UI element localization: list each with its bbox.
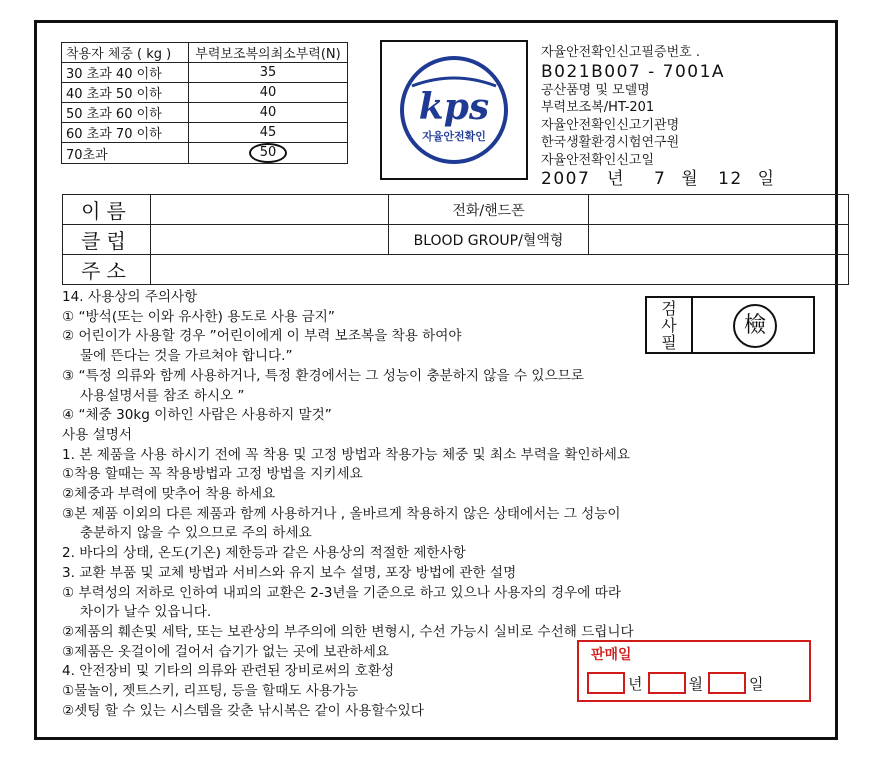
instruction-line: 2. 바다의 상태, 온도(기온) 제한등과 같은 사용상의 적절한 제한사항 bbox=[62, 545, 466, 562]
instruction-line: 차이가 날수 있읍니다. bbox=[80, 604, 212, 621]
report-day-unit: 일 bbox=[757, 169, 776, 189]
instruction-line: ③ “특정 의류와 함께 사용하거나, 특정 환경에서는 그 성능이 충분하지 않을 수 있으므로 bbox=[62, 367, 584, 384]
weight-range: 60 초과 70 이하 bbox=[62, 123, 189, 143]
instruction-line: 물에 뜬다는 것을 가르쳐야 합니다.” bbox=[80, 348, 293, 365]
club-label: 클럽 bbox=[63, 225, 151, 255]
instruction-line: ① “방석(또는 이와 유사한) 용도로 사용 금지” bbox=[62, 308, 335, 325]
owner-info-table bbox=[62, 194, 849, 285]
blood-group-field[interactable] bbox=[589, 225, 849, 255]
weight-range: 50 초과 60 이하 bbox=[62, 103, 189, 123]
instruction-line: ②셋팅 할 수 있는 시스템을 갖춘 낚시복은 같이 사용할수있다 bbox=[62, 702, 424, 719]
report-year: 2007 bbox=[541, 169, 591, 189]
address-label: 주소 bbox=[63, 255, 151, 285]
kps-logo-caption: 자율안전확인 bbox=[422, 130, 486, 143]
sale-year-unit: 년 bbox=[628, 674, 643, 693]
instruction-line: 14. 사용상의 주의사항 bbox=[62, 289, 198, 305]
table-row bbox=[62, 123, 348, 143]
weight-column-header: 착용자 체중 ( kg ) bbox=[62, 43, 189, 63]
instruction-line: ③제품은 옷걸이에 걸어서 습기가 없는 곳에 보관하세요 bbox=[62, 643, 390, 660]
report-date-label: 자율안전확인신고일 bbox=[541, 152, 655, 168]
sale-month-unit: 월 bbox=[688, 674, 703, 693]
min-buoyancy-circled bbox=[189, 143, 348, 164]
min-buoyancy: 40 bbox=[189, 103, 348, 123]
table-row bbox=[62, 83, 348, 103]
min-buoyancy: 35 bbox=[189, 63, 348, 83]
table-row bbox=[63, 225, 849, 255]
phone-label: 전화/핸드폰 bbox=[389, 195, 589, 225]
weight-range: 70초과 bbox=[62, 143, 189, 164]
table-header-row bbox=[62, 43, 348, 63]
instruction-line: 충분하지 않을 수 있으므로 주의 하세요 bbox=[80, 525, 312, 542]
agency-label: 자율안전확인신고기관명 bbox=[541, 117, 680, 133]
instruction-line: ② 어린이가 사용할 경우 ”어린이에게 이 부력 보조복을 착용 하여야 bbox=[62, 328, 462, 345]
instruction-line: ②체중과 부력에 맞추어 착용 하세요 bbox=[62, 486, 276, 503]
sale-year-box[interactable] bbox=[587, 672, 625, 694]
kps-logo bbox=[380, 40, 528, 180]
report-date bbox=[541, 169, 776, 189]
sale-day-box[interactable] bbox=[708, 672, 746, 694]
model-label: 공산품명 및 모델명 bbox=[541, 82, 650, 98]
sale-day-unit: 일 bbox=[749, 674, 764, 693]
model-value: 부력보조복/HT-201 bbox=[541, 100, 655, 115]
instruction-line: 4. 안전장비 및 기타의 의류와 관련된 장비로써의 호환성 bbox=[62, 663, 395, 680]
weight-buoyancy-table bbox=[61, 42, 348, 164]
inspection-char: 검 bbox=[661, 299, 677, 318]
table-row bbox=[62, 63, 348, 83]
sale-date-title: 판매일 bbox=[591, 647, 632, 663]
instruction-line: 사용 설명서 bbox=[62, 426, 132, 443]
instruction-line: 사용설명서를 참조 하시오 ” bbox=[80, 387, 245, 404]
sale-date-stamp bbox=[577, 640, 811, 702]
table-row bbox=[62, 143, 348, 164]
weight-range: 40 초과 50 이하 bbox=[62, 83, 189, 103]
report-day: 12 bbox=[718, 169, 743, 189]
name-label: 이름 bbox=[63, 195, 151, 225]
inspection-char: 사 bbox=[661, 316, 677, 335]
sale-date-row bbox=[587, 672, 769, 694]
instruction-line: ②제품의 훼손및 세탁, 또는 보관상의 부주의에 의한 변형시, 수선 가능시 실비로 수선해 드립니다 bbox=[62, 623, 634, 640]
certificate-info bbox=[541, 44, 776, 189]
buoyancy-column-header: 부력보조복의최소부력(N) bbox=[189, 43, 348, 63]
table-row bbox=[63, 255, 849, 285]
instruction-line: ①물놀이, 젯트스키, 리프팅, 등을 할때도 사용가능 bbox=[62, 683, 359, 700]
address-field[interactable] bbox=[151, 255, 849, 285]
report-month: 7 bbox=[654, 169, 667, 189]
instruction-line: ①착용 할때는 꼭 착용방법과 고정 방법을 지키세요 bbox=[62, 466, 363, 483]
instruction-line: ③본 제품 이외의 다른 제품과 함께 사용하거나 , 올바르게 착용하지 않은 상태에서는 그 성능이 bbox=[62, 505, 621, 522]
instruction-line: ① 부력성의 저하로 인하여 내피의 교환은 2-3년을 기준으로 하고 있으나 사용자의 경우에 따라 bbox=[62, 584, 621, 601]
weight-range: 30 초과 40 이하 bbox=[62, 63, 189, 83]
blood-group-label: BLOOD GROUP/혈액형 bbox=[389, 225, 589, 255]
circled-value: 50 bbox=[249, 143, 288, 163]
club-field[interactable] bbox=[151, 225, 389, 255]
inspection-seal-icon: 檢 bbox=[733, 304, 777, 348]
instruction-line: 1. 본 제품을 사용 하시기 전에 꼭 착용 및 고정 방법과 착용가능 체중 및 최소 부력을 확인하세요 bbox=[62, 446, 630, 463]
min-buoyancy: 40 bbox=[189, 83, 348, 103]
kps-logo-text: kps bbox=[418, 86, 490, 128]
certificate-number: B021B007 - 7001A bbox=[541, 61, 726, 82]
certificate-number-label: 자율안전확인신고필증번호 . bbox=[541, 45, 700, 60]
report-year-unit: 년 bbox=[607, 169, 626, 189]
name-field[interactable] bbox=[151, 195, 389, 225]
report-month-unit: 월 bbox=[681, 169, 700, 189]
table-row bbox=[63, 195, 849, 225]
phone-field[interactable] bbox=[589, 195, 849, 225]
instruction-line: ④ “체중 30kg 이하인 사람은 사용하지 말것” bbox=[62, 407, 332, 424]
agency-value: 한국생활환경시험연구원 bbox=[541, 135, 680, 150]
sale-month-box[interactable] bbox=[648, 672, 686, 694]
table-row bbox=[62, 103, 348, 123]
instruction-line: 3. 교환 부품 및 교체 방법과 서비스와 유지 보수 설명, 포장 방법에 관한 설명 bbox=[62, 564, 517, 581]
inspection-char: 필 bbox=[661, 333, 677, 352]
min-buoyancy: 45 bbox=[189, 123, 348, 143]
